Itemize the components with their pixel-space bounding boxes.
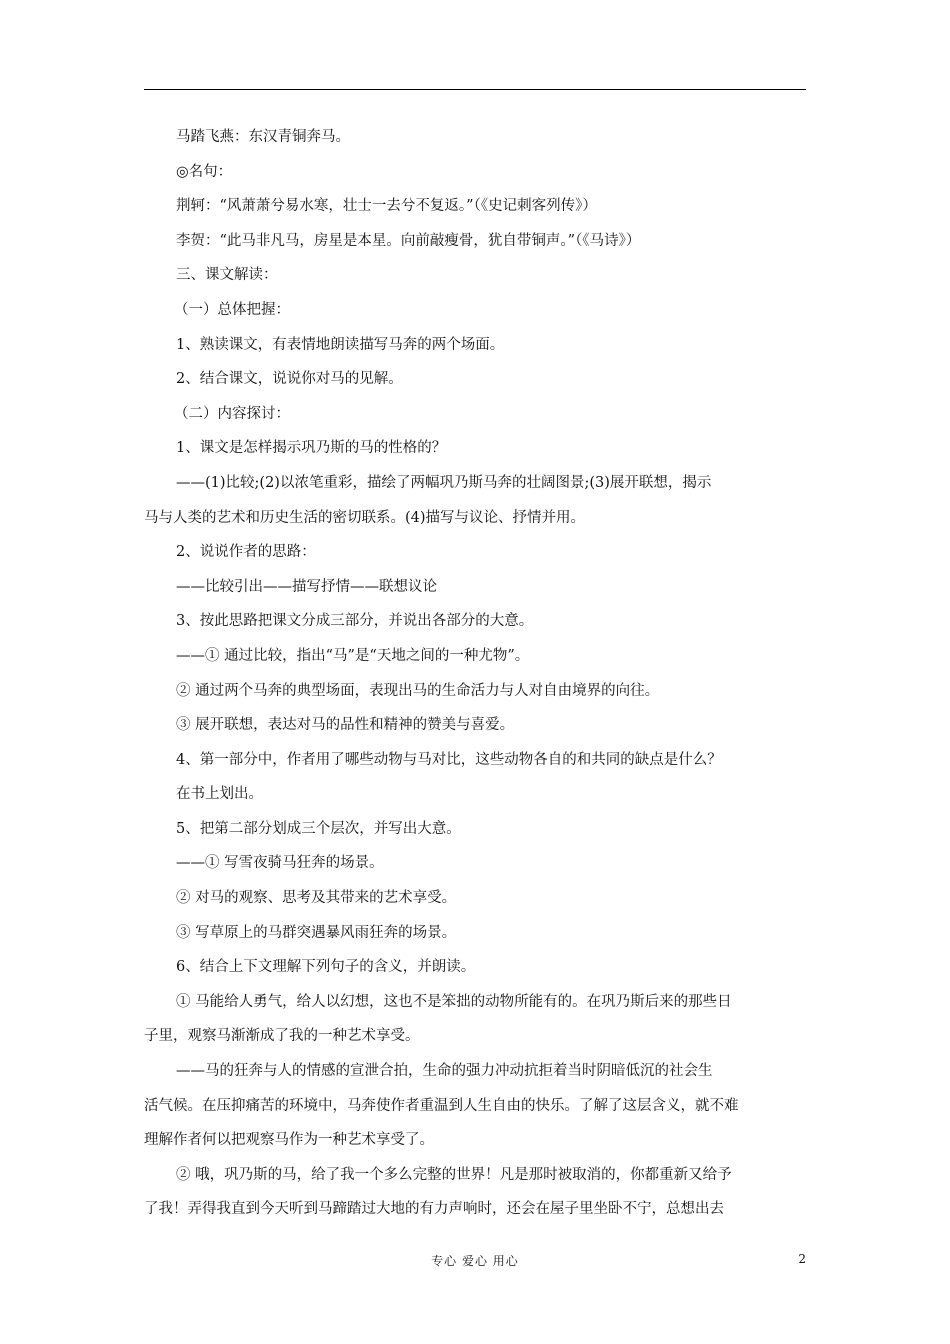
text-line: ③ 展开联想，表达对马的品性和精神的赞美与喜爱。: [176, 717, 515, 734]
text-line: 2、结合课文，说说你对马的见解。: [176, 371, 403, 388]
text-line: 3、按此思路把课文分成三部分，并说出各部分的大意。: [176, 613, 534, 630]
text-line: ② 通过两个马奔的典型场面，表现出马的生命活力与人对自由境界的向往。: [176, 682, 660, 699]
text-line: 马与人类的艺术和历史生活的密切联系。(4)描写与议论、抒情并用。: [144, 509, 586, 526]
text-line: 理解作者何以把观察马作为一种艺术享受了。: [144, 1132, 434, 1149]
text-line: 李贺：“此马非凡马，房星是本星。向前敲瘦骨，犹自带铜声。”（《马诗》）: [176, 232, 641, 249]
text-line: ——① 写雪夜骑马狂奔的场景。: [176, 855, 384, 872]
text-line: 了我！弄得我直到今天听到马蹄踏过大地的有力声响时，还会在屋子里坐卧不宁，总想出去: [144, 1201, 724, 1218]
text-line: 活气候。在压抑痛苦的环境中，马奔使作者重温到人生自由的快乐。了解了这层含义，就不难: [144, 1097, 739, 1114]
text-line: 5、把第二部分划成三个层次，并写出大意。: [176, 820, 461, 837]
text-line: 2、说说作者的思路：: [176, 544, 316, 561]
page-number: 2: [798, 1252, 806, 1266]
text-line: 1、熟读课文，有表情地朗读描写马奔的两个场面。: [176, 336, 505, 353]
text-line: ——(1)比较;(2)以浓笔重彩，描绘了两幅巩乃斯马奔的壮阔图景;(3)展开联想，揭示: [176, 474, 712, 491]
text-line: 马踏飞燕：东汉青铜奔马。: [176, 129, 350, 145]
text-line: 1、课文是怎样揭示巩乃斯的马的性格的？: [176, 440, 447, 457]
text-line: 6、结合上下文理解下列句子的含义，并朗读。: [176, 959, 476, 976]
text-line: ③ 写草原上的马群突遇暴风雨狂奔的场景。: [176, 924, 457, 941]
text-line: （二）内容探讨：: [174, 405, 290, 422]
text-line: （一）总体把握：: [174, 301, 290, 318]
text-line: 荆轲：“风萧萧兮易水寒，壮士一去兮不复返。”（《史记刺客列传》）: [176, 198, 597, 215]
footer-motto: 专心 爱心 用心: [431, 1254, 519, 1268]
text-line: ——比较引出——描写抒情——联想议论: [176, 578, 437, 595]
text-line: 子里，观察马渐渐成了我的一种艺术享受。: [144, 1028, 420, 1045]
text-line: ② 对马的观察、思考及其带来的艺术享受。: [176, 890, 457, 907]
document-body: [144, 120, 806, 1227]
text-line: ——① 通过比较，指出“马”是“天地之间的一种尤物”。: [176, 647, 530, 664]
text-line: ① 马能给人勇气，给人以幻想，这也不是笨拙的动物所能有的。在巩乃斯后来的那些日: [176, 993, 732, 1010]
text-line: 三、课文解读：: [176, 267, 278, 284]
text-line: ——马的狂奔与人的情感的宣泄合拍，生命的强力冲动抗拒着当时阴暗低沉的社会生: [176, 1063, 713, 1080]
header-rule: [144, 89, 806, 90]
text-line: 4、第一部分中，作者用了哪些动物与马对比，这些动物各自的和共同的缺点是什么？: [176, 751, 722, 768]
text-line: ② 哦，巩乃斯的马，给了我一个多么完整的世界！凡是那时被取消的，你都重新又给予: [176, 1166, 732, 1183]
text-line: 在书上划出。: [176, 786, 263, 803]
text-line: ◎名句：: [176, 163, 233, 180]
